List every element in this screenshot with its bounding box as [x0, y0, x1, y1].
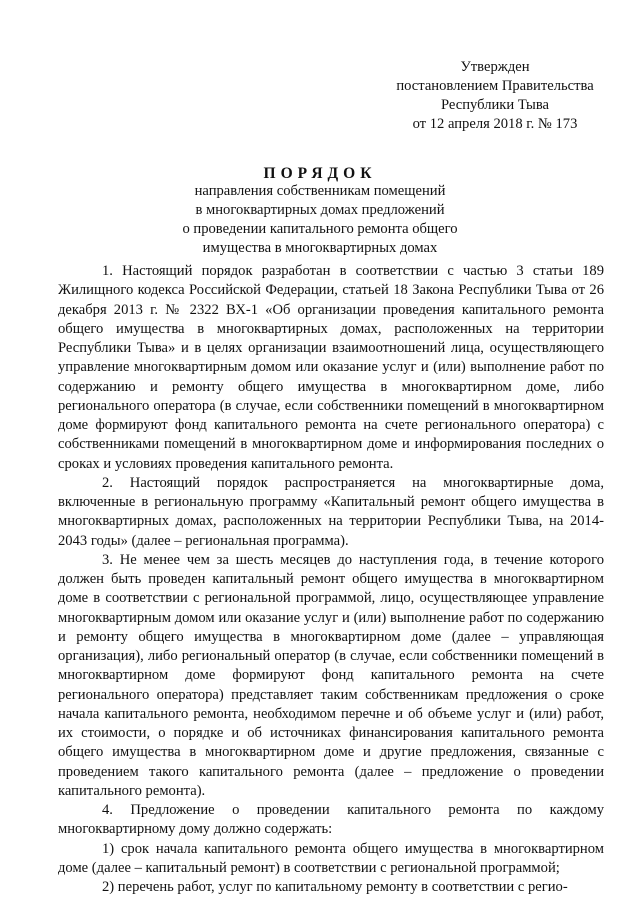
paragraph-1: 1. Настоящий порядок разработан в соответствии с частью 3 статьи 189 Жилищного кодекса Российской Федерации, статьей 18 Закона Республики Тыва от 26 декабря 2013 г. № 2322 ВХ-1 «Об организации проведения капитального ремонта общего имущества в многоквартирных домах, расположенных на территории Республики Тыва» и в целях организации взаимоотношений лица, осуществляющего управление многоквартирным домом или оказание услуг и (или) выполнение работ по содержанию и ремонту общего имущества в многоквартирном доме, либо регионального оператора (в случае, если собственники помещений в многоквартирном доме формируют фонд капитального ремонта на счете регионального оператора) с собственниками помещений в многоквартирном доме и информирования последних о сроках и условиях проведения капитального ремонта.	[58, 263, 604, 472]
subtitle-line: в многоквартирных домах предложений	[195, 202, 445, 218]
paragraph-3: 3. Не менее чем за шесть месяцев до наступления года, в течение которого должен быть проведен капитальный ремонт общего имущества в многоквартирном доме в соответствии с региональной программой, лицо, осуществляющее управление многоквартирным домом или оказание услуг и (или) выполнение работ по содержанию и ремонту общего имущества в многоквартирном доме (далее – управляющая организация), либо региональный оператор (в случае, если собственники помещений в многоквартирном доме формируют фонд капитального ремонта на счете регионального оператора) представляет таким собственникам предложения о сроке начала капитального ремонта, необходимом перечне и об объеме услуг и (или) работ, их стоимости, о порядке и об источниках финансирования капитального ремонта общего имущества в многоквартирном доме и другие предложения, связанные с проведением такого капитального ремонта (далее – предложение о проведении капитального ремонта).	[58, 551, 604, 799]
approval-line: Республики Тыва	[440, 97, 550, 113]
subtitle-line: имущества в многоквартирных домах	[202, 240, 438, 256]
document-body	[58, 262, 604, 897]
document-title: ПОРЯДОК	[263, 165, 377, 182]
paragraph-4: 4. Предложение о проведении капитального ремонта по каждому многоквартирному дому должно содержать:	[58, 802, 604, 838]
approval-line: от 12 апреля 2018 г. № 173	[412, 116, 578, 132]
document-subtitle	[0, 182, 640, 258]
approval-line: Утвержден	[460, 59, 530, 75]
list-item-1: 1) срок начала капитального ремонта общего имущества в многоквартирном доме (далее – капитальный ремонт) в соответствии с региональной программой;	[58, 840, 604, 876]
paragraph-2: 2. Настоящий порядок распространяется на многоквартирные дома, включенные в региональную программу «Капитальный ремонт общего имущества в многоквартирных домах, расположенных на территории Республики Тыва, на 2014-2043 годы» (далее – региональная программа).	[58, 474, 604, 549]
approval-line: постановлением Правительства	[396, 78, 594, 94]
list-item-2: 2) перечень работ, услуг по капитальному ремонту в соответствии с регио-	[102, 879, 568, 895]
subtitle-line: о проведении капитального ремонта общего	[182, 221, 458, 237]
subtitle-line: направления собственникам помещений	[194, 183, 446, 199]
approval-stamp	[380, 58, 610, 134]
